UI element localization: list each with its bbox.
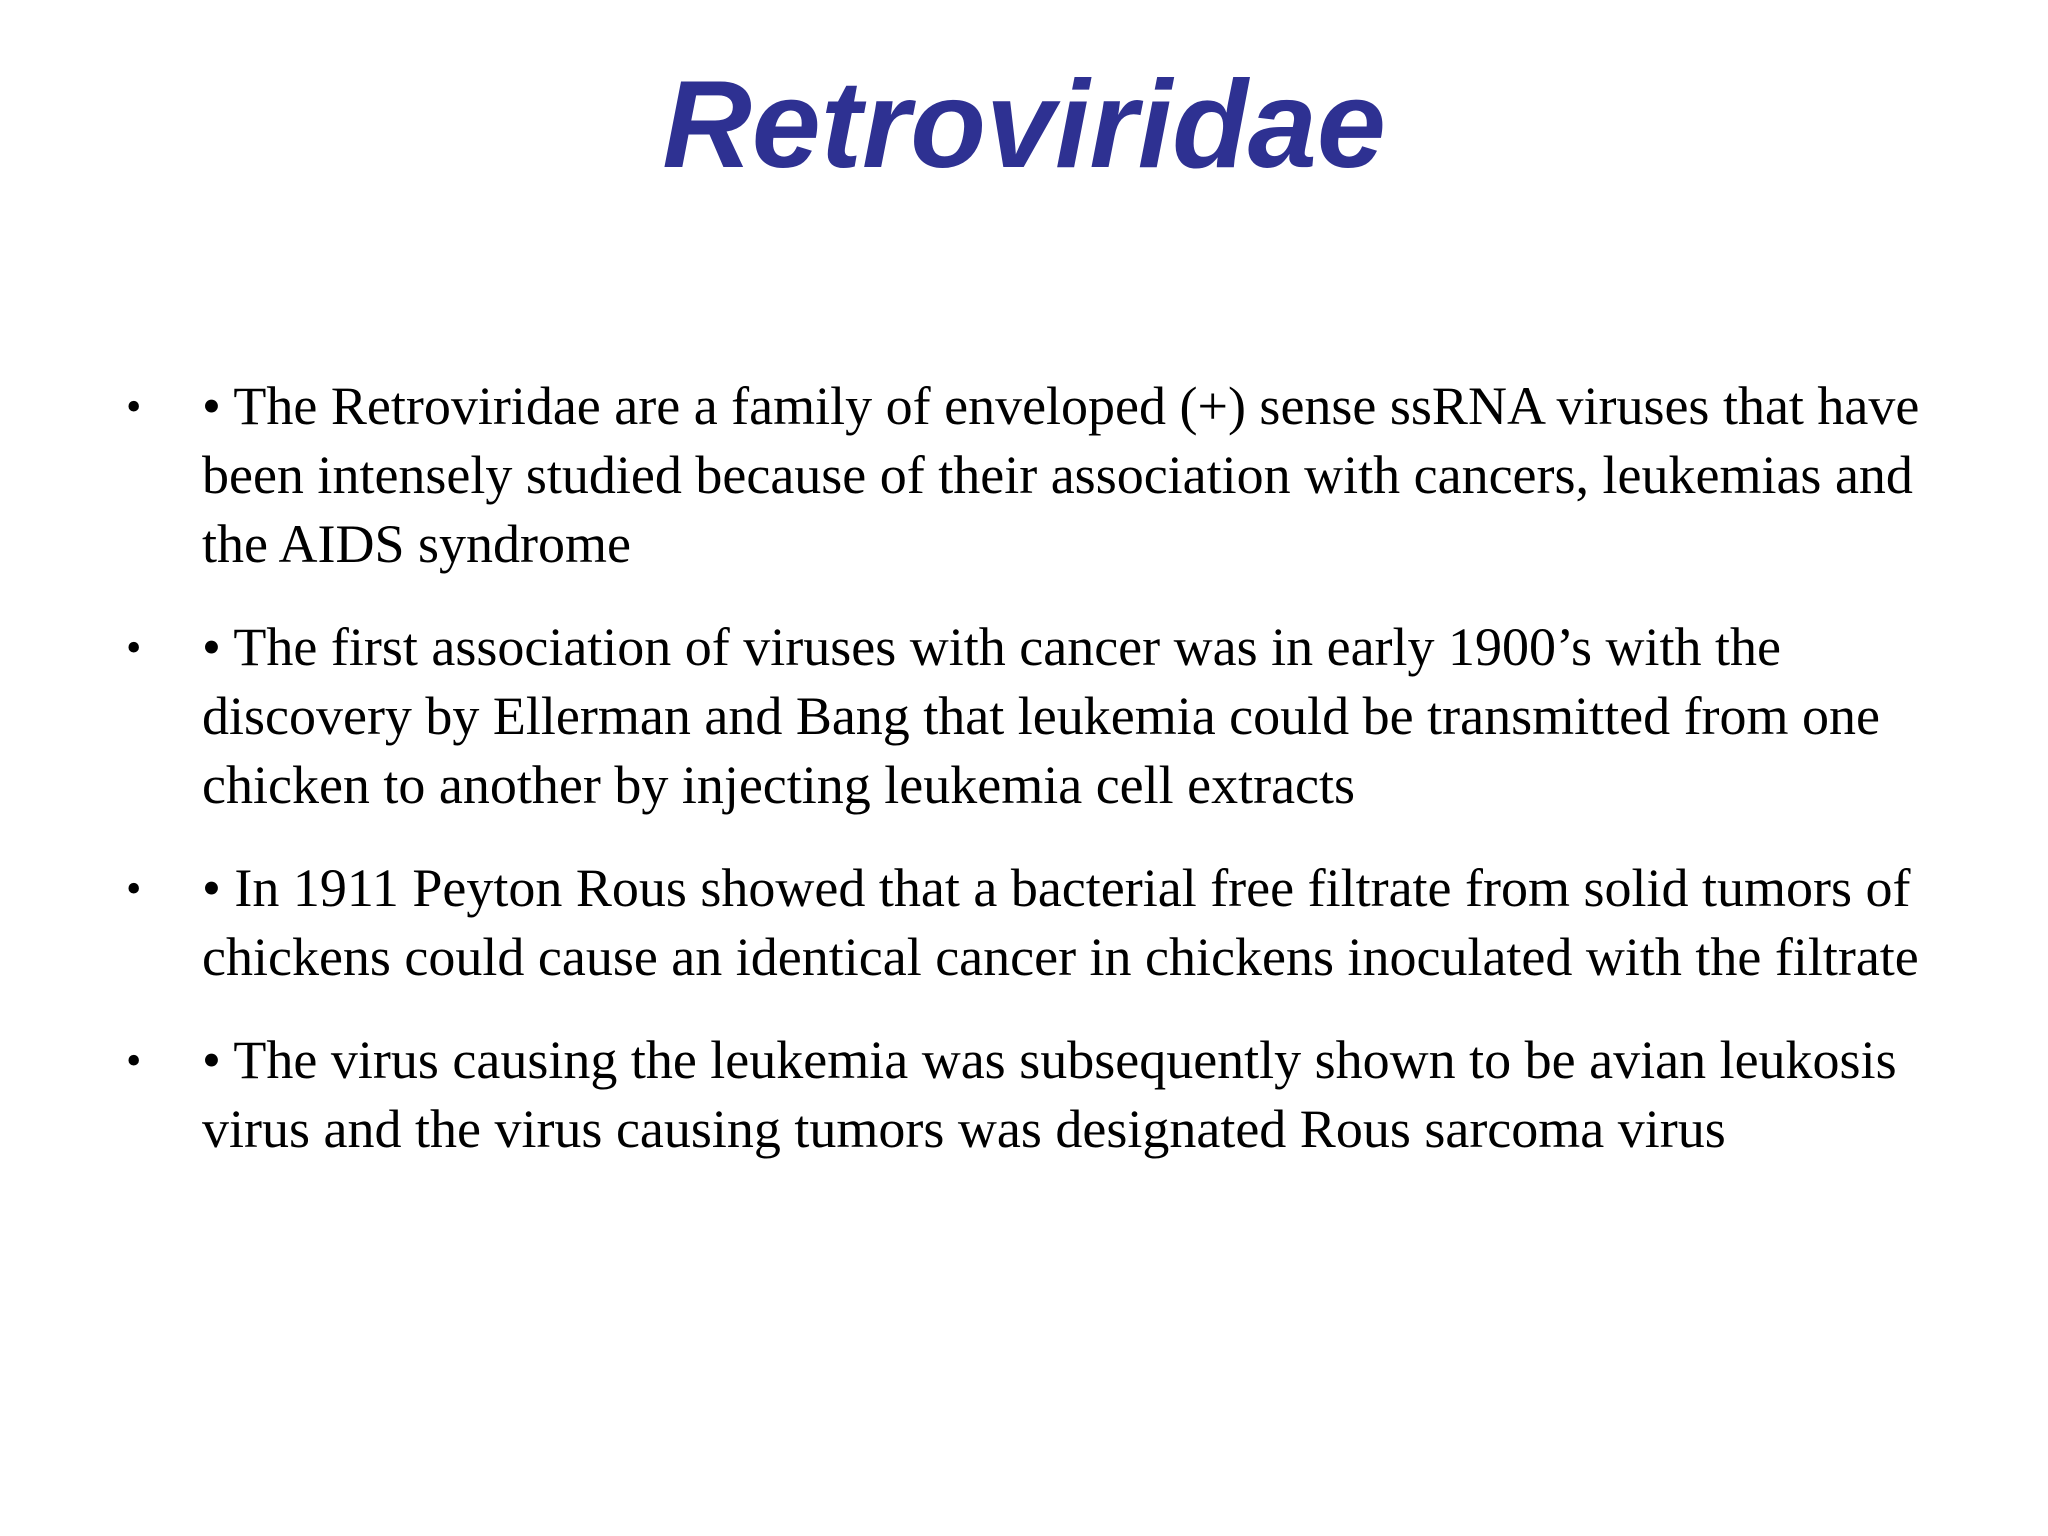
bullet-item (126, 854, 1956, 992)
bullet-marker: • (126, 864, 142, 913)
bullet-marker: • (126, 623, 142, 672)
bullet-text: • In 1911 Peyton Rous showed that a bacterial free filtrate from solid tumors of chickens could cause an identical cancer in chickens inoculated with the filtrate (202, 858, 1919, 987)
bullet-item (126, 372, 1956, 579)
bullet-text: • The first association of viruses with cancer was in early 1900’s with the discovery by Ellerman and Bang that leukemia could be transmitted from one chicken to another by injecting leukemia cell extracts (202, 617, 1881, 815)
bullet-marker: • (126, 382, 142, 431)
bullet-marker: • (126, 1036, 142, 1085)
slide-title: Retroviridae (662, 56, 1386, 194)
bullet-text: • The virus causing the leukemia was subsequently shown to be avian leukosis virus and the virus causing tumors was designated Rous sarcoma virus (202, 1030, 1897, 1159)
bullet-list (126, 372, 1956, 1164)
bullet-item (126, 1026, 1956, 1164)
bullet-item (126, 613, 1956, 820)
bullet-text: • The Retroviridae are a family of enveloped (+) sense ssRNA viruses that have been intensely studied because of their association with cancers, leukemias and the AIDS syndrome (202, 376, 1920, 574)
